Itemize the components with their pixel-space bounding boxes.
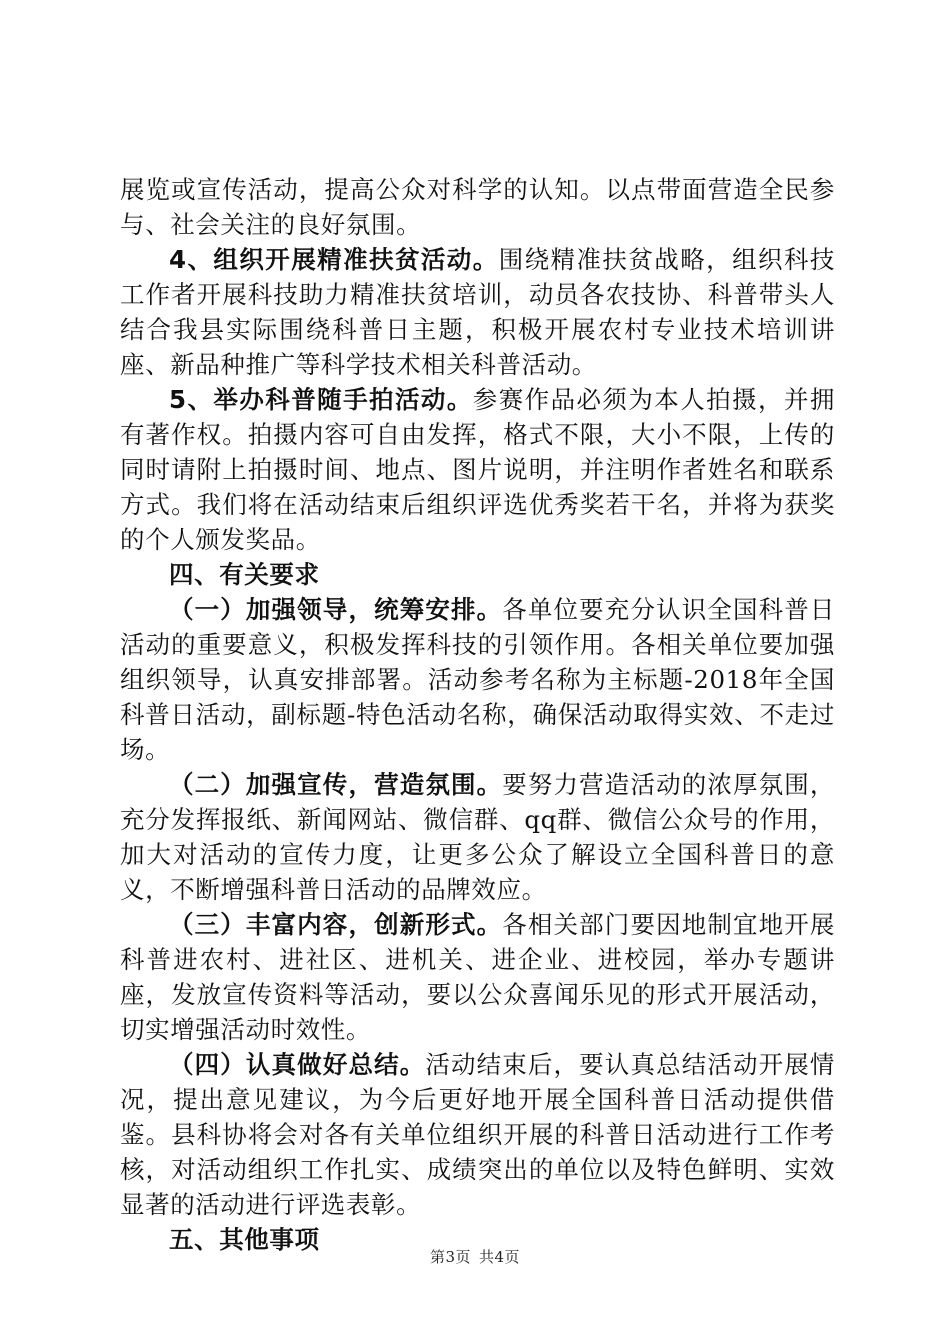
paragraph-text: 展览或宣传活动，提高公众对科学的认知。以点带面营造全民参与、社会关注的良好氛围。	[120, 175, 835, 239]
paragraph-text: 各相关部门要因地制宜地开展科普进农村、进社区、进机关、进企业、进校园，举办专题讲座，发放宣传资料等活动，要以公众喜闻乐见的形式开展活动，切实增强活动时效性。	[120, 910, 835, 1044]
page-total: 共4页	[479, 1248, 521, 1266]
paragraph-continuation	[120, 172, 835, 242]
paragraph-lead: （二）加强宣传，营造氛围。	[169, 770, 503, 799]
paragraph-lead: （一）加强领导，统筹安排。	[169, 595, 503, 624]
paragraph-lead: （三）丰富内容，创新形式。	[169, 910, 503, 939]
page-number: 第3页	[429, 1248, 471, 1266]
paragraph-requirement-1	[120, 592, 835, 767]
document-body	[120, 172, 835, 1257]
page-footer	[0, 1246, 950, 1267]
section-heading-requirements: 四、有关要求	[169, 560, 320, 589]
paragraph-lead: 4、组织开展精准扶贫活动。	[169, 245, 499, 274]
paragraph-requirement-4	[120, 1047, 835, 1222]
paragraph-lead: （四）认真做好总结。	[169, 1050, 426, 1079]
paragraph-text: 围绕精准扶贫战略，组织科技工作者开展科技助力精准扶贫培训，动员各农技协、科普带头人结合我县实际围绕科普日主题，积极开展农村专业技术培训讲座、新品种推广等科学技术相关科普活动。	[120, 245, 835, 379]
paragraph-text: 活动结束后，要认真总结活动开展情况，提出意见建议，为今后更好地开展全国科普日活动提供借鉴。县科协将会对各有关单位组织开展的科普日活动进行工作考核，对活动组织工作扎实、成绩突出的单位以及特色鲜明、实效显著的活动进行评选表彰。	[120, 1050, 835, 1219]
section-heading-other: 五、其他事项	[169, 1225, 320, 1254]
paragraph-requirement-2	[120, 767, 835, 907]
paragraph-text: 各单位要充分认识全国科普日活动的重要意义，积极发挥科技的引领作用。各相关单位要加强组织领导，认真安排部署。活动参考名称为主标题-2018年全国科普日活动，副标题-特色活动名称，确保活动取得实效、不走过场。	[120, 595, 835, 764]
paragraph-lead: 5、举办科普随手拍活动。	[169, 385, 473, 414]
paragraph-text: 要努力营造活动的浓厚氛围，充分发挥报纸、新闻网站、微信群、qq群、微信公众号的作用，加大对活动的宣传力度，让更多公众了解设立全国科普日的意义，不断增强科普日活动的品牌效应。	[120, 770, 835, 904]
paragraph-text: 参赛作品必须为本人拍摄，并拥有著作权。拍摄内容可自由发挥，格式不限，大小不限，上传的同时请附上拍摄时间、地点、图片说明，并注明作者姓名和联系方式。我们将在活动结束后组织评选优秀奖若干名，并将为获奖的个人颁发奖品。	[120, 385, 836, 554]
paragraph-item-4	[120, 242, 835, 382]
paragraph-requirement-3	[120, 907, 835, 1047]
paragraph-item-5	[120, 382, 835, 557]
